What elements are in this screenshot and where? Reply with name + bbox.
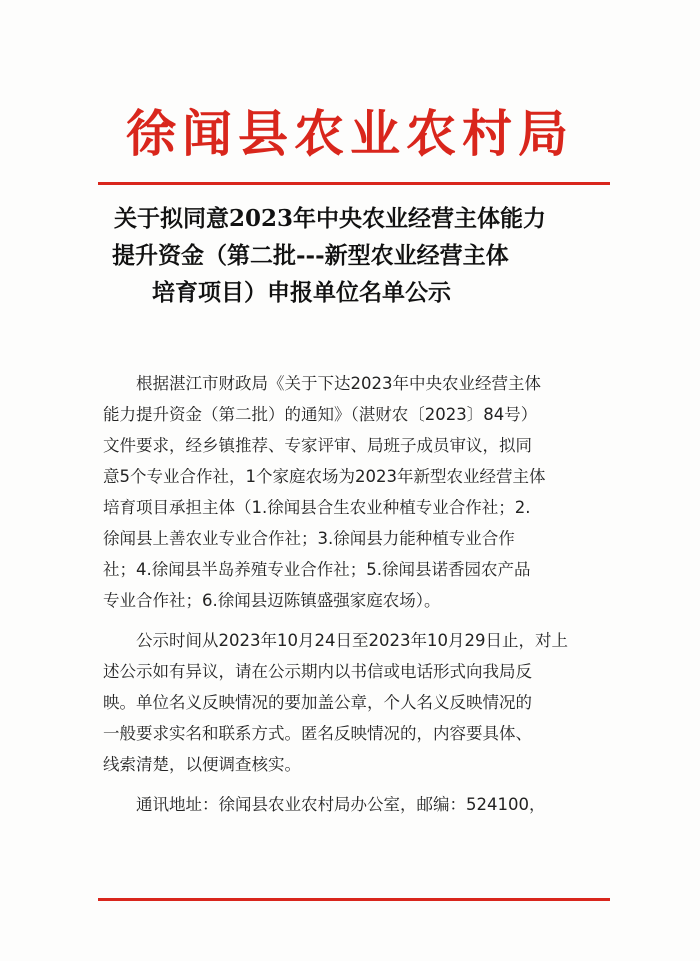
body-line: 公示时间从2023年10月24日至2023年10月29日止，对上 bbox=[136, 631, 568, 650]
body-line: 通讯地址：徐闻县农业农村局办公室，邮编：524100， bbox=[136, 795, 546, 814]
letterhead-title: 徐闻县农业农村局 bbox=[126, 104, 574, 163]
body-line: 一般要求实名和联系方式。匿名反映情况的，内容要具体、 bbox=[103, 724, 532, 743]
body-line: 专业合作社；6.徐闻县迈陈镇盛强家庭农场）。 bbox=[103, 591, 441, 610]
paragraph-1 bbox=[103, 368, 603, 616]
body-line: 能力提升资金（第二批）的通知》（湛财农〔2023〕84号） bbox=[103, 405, 538, 424]
footer-red-rule bbox=[98, 898, 610, 901]
paragraph-3 bbox=[103, 789, 603, 820]
paragraph-spacer bbox=[103, 780, 603, 789]
notice-title-line: 提升资金（第二批---新型农业经营主体 bbox=[112, 242, 509, 269]
body-line: 文件要求，经乡镇推荐、专家评审、局班子成员审议，拟同 bbox=[103, 436, 532, 455]
paragraph-2 bbox=[103, 625, 603, 780]
notice-body bbox=[103, 368, 603, 820]
body-line: 社；4.徐闻县半岛养殖专业合作社；5.徐闻县诺香园农产品 bbox=[103, 560, 531, 579]
notice-title-line: 关于拟同意2023年中央农业经营主体能力 bbox=[114, 205, 547, 232]
body-line: 意5个专业合作社，1个家庭农场为2023年新型农业经营主体 bbox=[103, 467, 546, 486]
body-line: 述公示如有异议，请在公示期内以书信或电话形式向我局反 bbox=[103, 662, 532, 681]
body-line: 培育项目承担主体（1.徐闻县合生农业种植专业合作社；2. bbox=[103, 498, 531, 517]
notice-title-line: 培育项目）申报单位名单公示 bbox=[152, 279, 451, 306]
notice-title bbox=[112, 200, 612, 311]
body-line: 徐闻县上善农业专业合作社；3.徐闻县力能种植专业合作 bbox=[103, 529, 515, 548]
paragraph-spacer bbox=[103, 616, 603, 625]
body-line: 映。单位名义反映情况的要加盖公章，个人名义反映情况的 bbox=[103, 693, 532, 712]
body-line: 线索清楚，以便调查核实。 bbox=[103, 755, 301, 774]
body-line: 根据湛江市财政局《关于下达2023年中央农业经营主体 bbox=[136, 374, 541, 393]
letterhead-red-rule bbox=[98, 182, 610, 185]
